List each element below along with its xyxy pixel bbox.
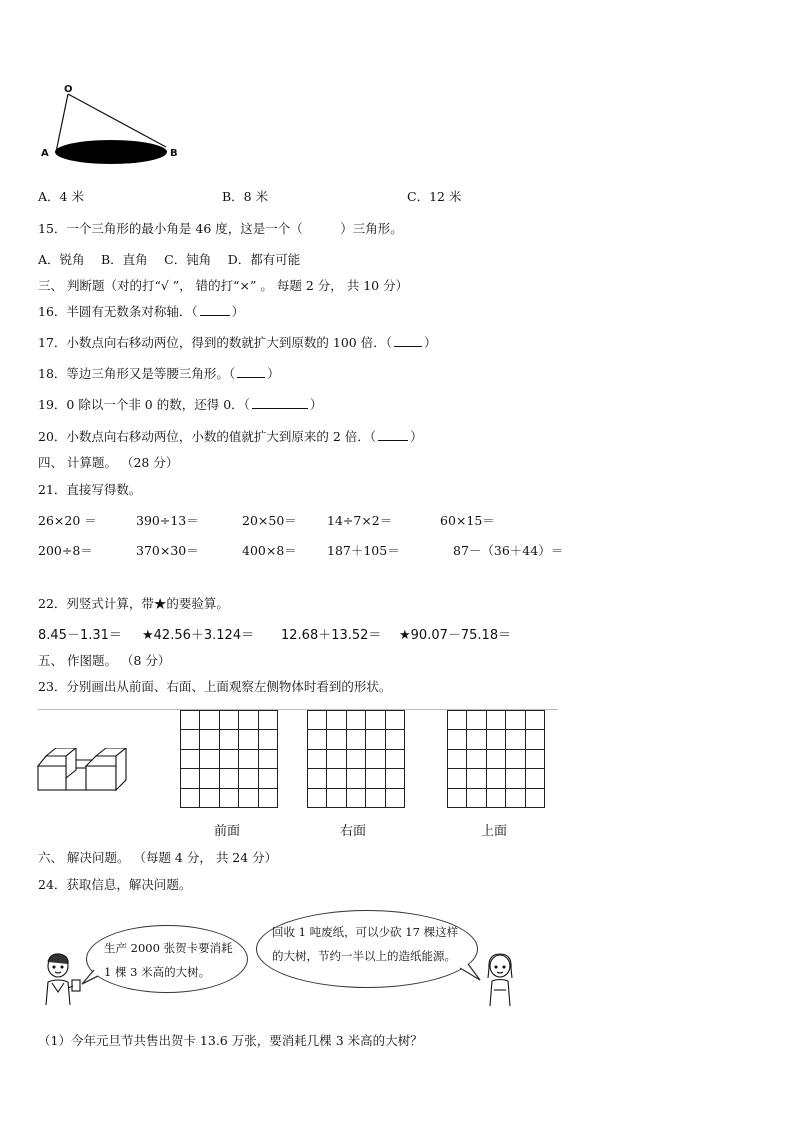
- q14-option-c: C．12 米: [407, 189, 462, 204]
- top-view-grid[interactable]: [447, 710, 545, 808]
- q17: 17．小数点向右移动两位，得到的数就扩大到原数的 100 倍．（ ）: [38, 335, 437, 350]
- calc-item: 26×20 ＝: [38, 513, 97, 528]
- vertical-calc-item: ★42.56＋3.124＝: [142, 628, 255, 643]
- q22-text: 22．列竖式计算，带★的要验算。: [38, 596, 229, 611]
- calc-item: 400×8＝: [242, 543, 297, 558]
- bubble-right-line-2: 的大树，节约一半以上的造纸能源。: [272, 949, 456, 963]
- label-o: O: [64, 84, 73, 95]
- section-4-heading: 四、 计算题。 （28 分）: [38, 455, 179, 470]
- q19: 19．0 除以一个非 0 的数，还得 0．（ ）: [38, 397, 323, 412]
- answer-blank[interactable]: [237, 366, 265, 378]
- q15-text: 15．一个三角形的最小角是 46 度，这是一个（ ）三角形。: [38, 221, 403, 236]
- label-a: A: [41, 148, 49, 159]
- q15-options: A．锐角 B．直角 C．钝角 D．都有可能: [38, 252, 301, 267]
- q18: 18．等边三角形又是等腰三角形。（ ）: [38, 366, 280, 381]
- bubble-right-line-1: 回收 1 吨废纸，可以少砍 17 棵这样: [272, 925, 459, 939]
- q14-option-b: B．8 米: [222, 189, 269, 204]
- grid-label-front: 前面: [214, 824, 241, 839]
- bubble-left-line-2: 1 棵 3 米高的大树。: [104, 965, 211, 979]
- calc-item: 60×15＝: [440, 513, 495, 528]
- q23-text: 23．分别画出从前面、右面、上面观察左侧物体时看到的形状。: [38, 679, 392, 694]
- section-3-heading: 三、 判断题（对的打“√ ”， 错的打“×” 。 每题 2 分， 共 10 分）: [38, 278, 409, 293]
- right-view-grid[interactable]: [307, 710, 405, 808]
- answer-blank[interactable]: [378, 429, 408, 441]
- vertical-calc-item: 12.68＋13.52＝: [281, 628, 382, 643]
- answer-blank[interactable]: [394, 335, 422, 347]
- vertical-calc-item: ★90.07－75.18＝: [399, 628, 512, 643]
- bubble-tail-icon: [80, 968, 100, 986]
- calc-item: 370×30＝: [136, 543, 199, 558]
- q16: 16．半圆有无数条对称轴．（ ）: [38, 304, 245, 319]
- answer-blank[interactable]: [252, 397, 308, 409]
- bubble-left-line-1: 生产 2000 张贺卡要消耗: [104, 941, 233, 955]
- cube-object: [36, 748, 136, 794]
- calc-item: 20×50＝: [242, 513, 297, 528]
- q24-part-1: （1）今年元旦节共售出贺卡 13.6 万张，要消耗几棵 3 米高的大树？: [38, 1033, 423, 1048]
- calc-item: 87－（36＋44）＝: [453, 543, 564, 558]
- grid-label-top: 上面: [481, 824, 508, 839]
- q24-text: 24．获取信息，解决问题。: [38, 877, 192, 892]
- front-view-grid[interactable]: [180, 710, 278, 808]
- q14-option-a: A．4 米: [38, 189, 84, 204]
- answer-blank[interactable]: [200, 304, 230, 316]
- section-5-heading: 五、 作图题。 （8 分）: [38, 653, 171, 668]
- calc-item: 14÷7×2＝: [327, 513, 393, 528]
- girl-illustration: [478, 950, 524, 1010]
- vertical-calc-item: 8.45－1.31＝: [38, 628, 122, 643]
- q20: 20．小数点向右移动两位，小数的值就扩大到原来的 2 倍．（ ）: [38, 429, 423, 444]
- grid-label-right: 右面: [340, 824, 367, 839]
- calc-item: 390÷13＝: [136, 513, 199, 528]
- section-6-heading: 六、 解决问题。 （每题 4 分， 共 24 分）: [38, 850, 278, 865]
- calc-item: 187＋105＝: [327, 543, 400, 558]
- calc-item: 200÷8＝: [38, 543, 93, 558]
- label-b: B: [170, 148, 178, 159]
- q21-text: 21．直接写得数。: [38, 482, 142, 497]
